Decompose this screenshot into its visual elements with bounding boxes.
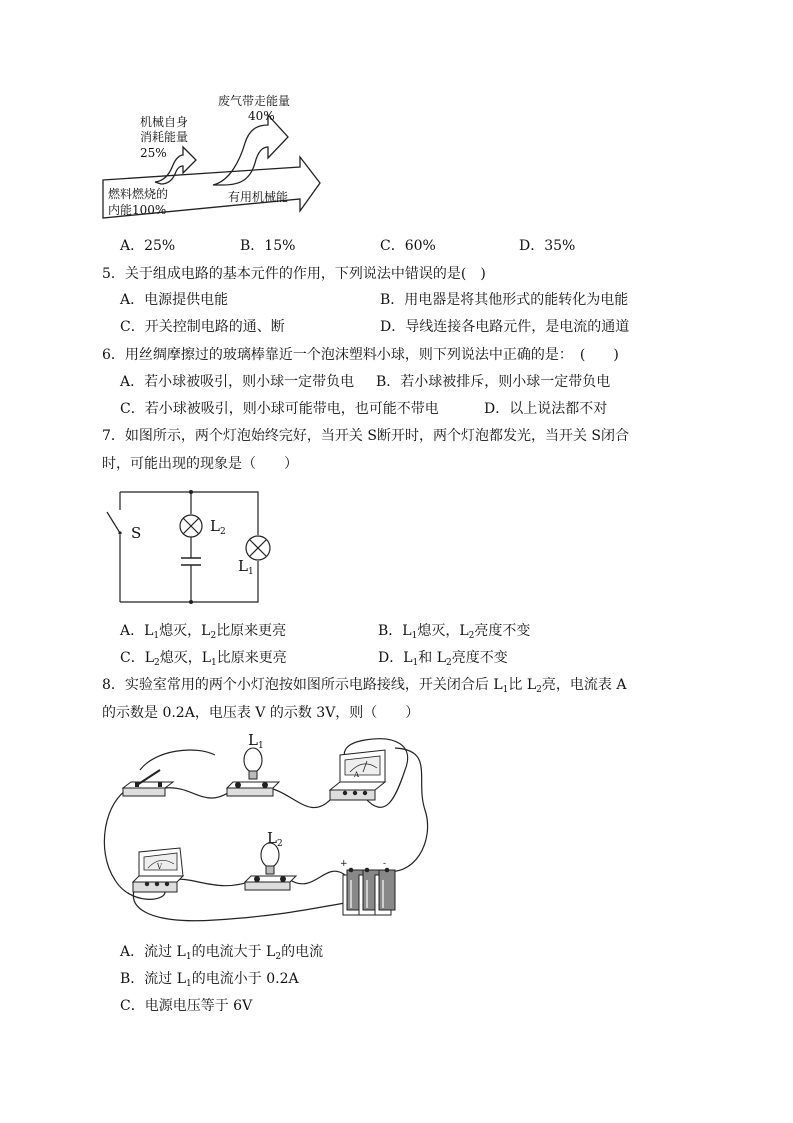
q8-wire-switch-top <box>140 750 215 770</box>
q7-option-b[interactable]: B．$L_1$熄灭，$L_2$亮度不变 <box>378 623 531 641</box>
q5-stem: 5．关于组成电路的基本元件的作用，下列说法中错误的是( ) <box>102 266 486 282</box>
q7-l1-label: $L_1$ <box>238 557 254 577</box>
q8-wire-voltmeter-l2 <box>170 879 255 886</box>
q6-option-a[interactable]: A．若小球被吸引，则小球一定带负电 <box>120 374 355 390</box>
q5-option-c[interactable]: C．开关控制电路的通、断 <box>120 319 285 335</box>
fuel-label-1: 燃料燃烧的 <box>108 187 169 201</box>
q7-stem-line1: 7．如图所示，两个灯泡始终完好，当开关 S断开时，两个灯泡都发光，当开关 S闭合 <box>102 428 629 444</box>
q8-fig-voltmeter-label: V <box>157 863 163 871</box>
q7-circuit-diagram <box>95 480 295 610</box>
q7-switch-pivot <box>118 531 121 534</box>
q5-option-d[interactable]: D．导线连接各电路元件，是电流的通道 <box>380 319 630 335</box>
q7-l2-label: $L_2$ <box>210 517 226 537</box>
q8-wire-battery-right <box>380 748 428 872</box>
q6-option-c[interactable]: C．若小球被吸引，则小球可能带电，也可能不带电 <box>120 401 439 417</box>
q8-fig-minus-label: - <box>383 859 387 869</box>
exhaust-label: 废气带走能量 <box>218 94 291 108</box>
q7-switch-blade <box>107 512 120 533</box>
q6-option-b[interactable]: B．若小球被排斥，则小球一定带负电 <box>376 374 611 390</box>
q8-option-a[interactable]: A．流过 $L_1$的电流大于 $L_2$的电流 <box>120 944 324 962</box>
q5-option-b[interactable]: B．用电器是将其他形式的能转化为电能 <box>380 292 629 308</box>
q8-wire-switch-l1 <box>165 788 235 798</box>
mech-loss-label-2: 消耗能量 <box>140 130 189 144</box>
mech-loss-pct: 25% <box>140 146 167 160</box>
q8-stem-line2: 的示数是 0.2A，电压表 V 的示数 3V，则（ ） <box>102 705 420 721</box>
q7-option-d[interactable]: D．$L_1$和 $L_2$亮度不变 <box>378 650 508 668</box>
q8-fig-plus-label: + <box>340 859 348 869</box>
q7-option-a[interactable]: A．$L_1$熄灭，$L_2$比原来更亮 <box>120 623 287 641</box>
q8-fig-ammeter-label: A <box>354 771 360 779</box>
q7-switch-label: S <box>131 524 142 542</box>
q8-lamp-l1-icon <box>227 748 279 796</box>
q8-fig-l1-label: $L_1$ <box>248 731 264 751</box>
q7-option-c[interactable]: C．$L_2$熄灭，$L_1$比原来更亮 <box>120 650 287 668</box>
useful-label: 有用机械能 <box>228 190 289 204</box>
fuel-label-2: 内能100% <box>108 203 167 217</box>
exhaust-arrow <box>213 115 288 185</box>
q7-lamp-l2-icon <box>180 515 202 537</box>
q8-stem-line1: 8．实验室常用的两个小灯泡按如图所示电路接线，开关闭合后 $L_1$比 $L_2$亮，电流表 A <box>102 677 627 695</box>
q8-wire-l2-battery <box>290 871 345 884</box>
q7-junction-top <box>189 490 193 494</box>
q4-option-a[interactable]: A．25% <box>120 238 176 254</box>
q6-option-d[interactable]: D．以上说法都不对 <box>484 401 608 417</box>
exhaust-pct: 40% <box>248 109 275 123</box>
q8-lamp-l2-icon <box>245 843 296 890</box>
q8-fig-l2-label: $L_2$ <box>267 829 283 849</box>
q4-option-d[interactable]: D．35% <box>519 238 576 254</box>
q8-knife-switch-icon <box>123 770 173 796</box>
q4-option-b[interactable]: B．15% <box>240 238 296 254</box>
q8-battery-pack-icon <box>343 868 395 915</box>
q8-option-b[interactable]: B．流过 $L_1$的电流小于 0.2A <box>120 971 299 989</box>
q6-stem: 6．用丝绸摩擦过的玻璃棒靠近一个泡沫塑料小球，则下列说法中正确的是： ( ) <box>102 347 619 363</box>
mech-loss-label-1: 机械自身 <box>140 115 189 129</box>
q7-stem-line2: 时，可能出现的现象是（ ） <box>102 456 298 472</box>
q8-option-c[interactable]: C．电源电压等于 6V <box>120 998 253 1014</box>
q4-option-c[interactable]: C．60% <box>380 238 436 254</box>
q5-option-a[interactable]: A．电源提供电能 <box>120 292 229 308</box>
